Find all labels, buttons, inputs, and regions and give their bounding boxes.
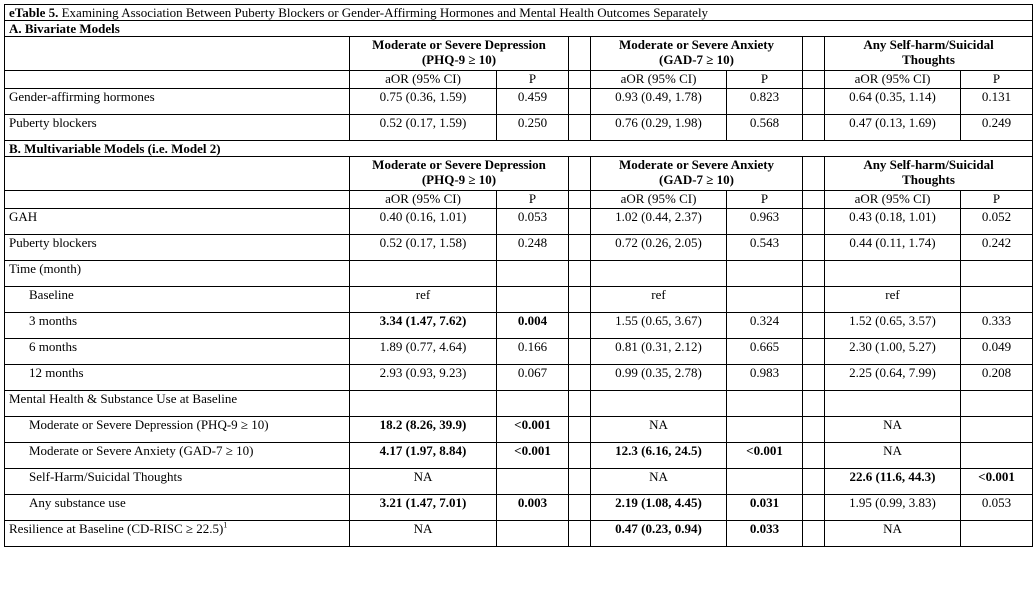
row-label-text: Resilience at Baseline (CD-RISC ≥ 22.5) — [9, 521, 224, 536]
spacer-cell — [569, 261, 591, 287]
aor-cell: NA — [825, 443, 961, 469]
anxiety-header: Moderate or Severe Anxiety (GAD-7 ≥ 10) — [591, 157, 803, 191]
p-value-cell: 0.242 — [961, 235, 1033, 261]
spacer-cell — [569, 287, 591, 313]
self-harm-header: Any Self-harm/Suicidal Thoughts — [825, 157, 1033, 191]
aor-cell: 1.95 (0.99, 3.83) — [825, 495, 961, 521]
depression-header: Moderate or Severe Depression (PHQ-9 ≥ 10) — [350, 37, 569, 71]
section-a-subheader-row — [5, 71, 1033, 89]
aor-cell: 0.47 (0.13, 1.69) — [825, 115, 961, 141]
p-value-cell: 0.568 — [727, 115, 803, 141]
p-value-cell: 0.208 — [961, 365, 1033, 391]
p-value-cell: 0.131 — [961, 89, 1033, 115]
row-label: 6 months — [5, 339, 350, 365]
section-b-title-row — [5, 141, 1033, 157]
table-title-row — [5, 5, 1033, 21]
p-value-cell — [497, 391, 569, 417]
aor-cell: NA — [350, 469, 497, 495]
p-value-cell: 0.823 — [727, 89, 803, 115]
spacer-cell — [803, 287, 825, 313]
aor-cell: 0.52 (0.17, 1.59) — [350, 115, 497, 141]
aor-cell: ref — [591, 287, 727, 313]
spacer-cell — [803, 115, 825, 141]
spacer-cell — [569, 191, 591, 209]
p-value-cell: 0.459 — [497, 89, 569, 115]
p-value-cell: 0.033 — [727, 521, 803, 547]
p-value-cell — [497, 469, 569, 495]
table-row — [5, 469, 1033, 495]
section-b-subheader-row — [5, 191, 1033, 209]
table-row — [5, 235, 1033, 261]
spacer-cell — [803, 391, 825, 417]
spacer-cell — [803, 235, 825, 261]
p-value-cell: <0.001 — [727, 443, 803, 469]
aor-cell: 0.76 (0.29, 1.98) — [591, 115, 727, 141]
table-row — [5, 209, 1033, 235]
p-value-cell — [727, 469, 803, 495]
spacer-cell — [569, 495, 591, 521]
p-value-cell — [961, 261, 1033, 287]
p-header: P — [497, 191, 569, 209]
spacer-cell — [803, 89, 825, 115]
aor-cell: 0.47 (0.23, 0.94) — [591, 521, 727, 547]
aor-cell — [825, 391, 961, 417]
table-row — [5, 261, 1033, 287]
p-header: P — [961, 71, 1033, 89]
spacer-cell — [569, 365, 591, 391]
p-value-cell: 0.003 — [497, 495, 569, 521]
aor-cell: 3.34 (1.47, 7.62) — [350, 313, 497, 339]
aor-cell: 0.52 (0.17, 1.58) — [350, 235, 497, 261]
spacer-cell — [803, 521, 825, 547]
subheader-blank — [5, 71, 350, 89]
aor-cell: 0.64 (0.35, 1.14) — [825, 89, 961, 115]
spacer-cell — [569, 521, 591, 547]
spacer-cell — [569, 313, 591, 339]
aor-cell: 12.3 (6.16, 24.5) — [591, 443, 727, 469]
aor-cell: NA — [591, 469, 727, 495]
aor-header: aOR (95% CI) — [825, 191, 961, 209]
spacer-cell — [569, 417, 591, 443]
spacer-cell — [569, 115, 591, 141]
table-title-text: Examining Association Between Puberty Blockers or Gender-Affirming Hormones and Mental Health Outcomes Separately — [58, 5, 709, 20]
spacer-cell — [569, 235, 591, 261]
aor-cell — [350, 261, 497, 287]
header-blank — [5, 37, 350, 71]
row-label: GAH — [5, 209, 350, 235]
p-value-cell: 0.249 — [961, 115, 1033, 141]
p-header: P — [497, 71, 569, 89]
aor-cell: 0.72 (0.26, 2.05) — [591, 235, 727, 261]
p-value-cell: 0.067 — [497, 365, 569, 391]
table-row — [5, 495, 1033, 521]
spacer-cell — [803, 71, 825, 89]
p-value-cell — [727, 261, 803, 287]
spacer-cell — [803, 191, 825, 209]
aor-cell: 3.21 (1.47, 7.01) — [350, 495, 497, 521]
p-value-cell: 0.166 — [497, 339, 569, 365]
subheader-blank — [5, 191, 350, 209]
spacer-cell — [803, 469, 825, 495]
row-label: Any substance use — [5, 495, 350, 521]
aor-cell — [591, 261, 727, 287]
table-row — [5, 115, 1033, 141]
aor-cell: NA — [825, 417, 961, 443]
spacer-cell — [803, 157, 825, 191]
p-value-cell — [727, 391, 803, 417]
row-label: Moderate or Severe Depression (PHQ-9 ≥ 10) — [5, 417, 350, 443]
spacer-cell — [569, 157, 591, 191]
aor-cell — [350, 391, 497, 417]
row-label: Gender-affirming hormones — [5, 89, 350, 115]
aor-header: aOR (95% CI) — [350, 71, 497, 89]
aor-cell: NA — [591, 417, 727, 443]
row-label: 12 months — [5, 365, 350, 391]
p-value-cell: 0.049 — [961, 339, 1033, 365]
p-header: P — [727, 191, 803, 209]
p-value-cell: 0.983 — [727, 365, 803, 391]
spacer-cell — [803, 495, 825, 521]
aor-cell: NA — [350, 521, 497, 547]
table-row — [5, 313, 1033, 339]
section-a-title: A. Bivariate Models — [5, 21, 1033, 37]
section-a-title-row — [5, 21, 1033, 37]
p-value-cell: 0.333 — [961, 313, 1033, 339]
section-a-header-row — [5, 37, 1033, 71]
aor-cell: 0.44 (0.11, 1.74) — [825, 235, 961, 261]
p-value-cell: 0.052 — [961, 209, 1033, 235]
p-value-cell: <0.001 — [961, 469, 1033, 495]
p-value-cell — [497, 287, 569, 313]
row-label: Puberty blockers — [5, 115, 350, 141]
depression-header: Moderate or Severe Depression (PHQ-9 ≥ 10) — [350, 157, 569, 191]
p-value-cell: 0.004 — [497, 313, 569, 339]
row-label — [5, 521, 350, 547]
p-value-cell — [497, 261, 569, 287]
spacer-cell — [569, 339, 591, 365]
spacer-cell — [569, 71, 591, 89]
self-harm-header: Any Self-harm/Suicidal Thoughts — [825, 37, 1033, 71]
row-label: Moderate or Severe Anxiety (GAD-7 ≥ 10) — [5, 443, 350, 469]
header-blank — [5, 157, 350, 191]
aor-header: aOR (95% CI) — [825, 71, 961, 89]
row-label: Puberty blockers — [5, 235, 350, 261]
anxiety-header: Moderate or Severe Anxiety (GAD-7 ≥ 10) — [591, 37, 803, 71]
aor-cell — [825, 261, 961, 287]
table-row — [5, 417, 1033, 443]
spacer-cell — [803, 365, 825, 391]
footnote-marker: 1 — [223, 520, 228, 530]
p-value-cell: <0.001 — [497, 443, 569, 469]
p-value-cell — [961, 521, 1033, 547]
aor-cell: 2.19 (1.08, 4.45) — [591, 495, 727, 521]
aor-cell: ref — [825, 287, 961, 313]
aor-cell: 1.52 (0.65, 3.57) — [825, 313, 961, 339]
aor-cell: 1.55 (0.65, 3.67) — [591, 313, 727, 339]
aor-cell: 2.25 (0.64, 7.99) — [825, 365, 961, 391]
table-title — [5, 5, 1033, 21]
spacer-cell — [569, 209, 591, 235]
table-row — [5, 339, 1033, 365]
spacer-cell — [569, 89, 591, 115]
table-row — [5, 287, 1033, 313]
p-value-cell: <0.001 — [497, 417, 569, 443]
p-value-cell: 0.053 — [961, 495, 1033, 521]
spacer-cell — [569, 443, 591, 469]
aor-cell: 1.02 (0.44, 2.37) — [591, 209, 727, 235]
aor-header: aOR (95% CI) — [591, 71, 727, 89]
aor-cell: 0.75 (0.36, 1.59) — [350, 89, 497, 115]
row-label: Time (month) — [5, 261, 350, 287]
spacer-cell — [803, 209, 825, 235]
spacer-cell — [803, 37, 825, 71]
p-value-cell: 0.665 — [727, 339, 803, 365]
p-value-cell — [961, 443, 1033, 469]
row-label: Mental Health & Substance Use at Baseline — [5, 391, 350, 417]
p-value-cell — [961, 417, 1033, 443]
aor-cell: 4.17 (1.97, 8.84) — [350, 443, 497, 469]
aor-cell: 0.43 (0.18, 1.01) — [825, 209, 961, 235]
p-value-cell: 0.543 — [727, 235, 803, 261]
spacer-cell — [803, 443, 825, 469]
row-label: 3 months — [5, 313, 350, 339]
p-header: P — [727, 71, 803, 89]
p-value-cell: 0.963 — [727, 209, 803, 235]
table-title-label: eTable 5. — [9, 5, 59, 20]
aor-cell: 0.40 (0.16, 1.01) — [350, 209, 497, 235]
spacer-cell — [803, 261, 825, 287]
aor-cell: 18.2 (8.26, 39.9) — [350, 417, 497, 443]
table-row — [5, 443, 1033, 469]
section-b-title: B. Multivariable Models (i.e. Model 2) — [5, 141, 1033, 157]
spacer-cell — [803, 313, 825, 339]
table-row — [5, 391, 1033, 417]
p-value-cell — [961, 391, 1033, 417]
p-header: P — [961, 191, 1033, 209]
aor-cell: 2.93 (0.93, 9.23) — [350, 365, 497, 391]
p-value-cell — [727, 417, 803, 443]
aor-cell — [591, 391, 727, 417]
spacer-cell — [803, 417, 825, 443]
p-value-cell: 0.250 — [497, 115, 569, 141]
p-value-cell — [497, 521, 569, 547]
table-row — [5, 89, 1033, 115]
spacer-cell — [569, 391, 591, 417]
aor-header: aOR (95% CI) — [350, 191, 497, 209]
spacer-cell — [569, 37, 591, 71]
aor-cell: 22.6 (11.6, 44.3) — [825, 469, 961, 495]
spacer-cell — [803, 339, 825, 365]
row-label: Baseline — [5, 287, 350, 313]
section-b-header-row — [5, 157, 1033, 191]
aor-cell: 0.81 (0.31, 2.12) — [591, 339, 727, 365]
spacer-cell — [569, 469, 591, 495]
aor-cell: 1.89 (0.77, 4.64) — [350, 339, 497, 365]
p-value-cell — [727, 287, 803, 313]
p-value-cell: 0.053 — [497, 209, 569, 235]
table-row — [5, 521, 1033, 547]
aor-cell: 2.30 (1.00, 5.27) — [825, 339, 961, 365]
aor-cell: 0.93 (0.49, 1.78) — [591, 89, 727, 115]
aor-cell: ref — [350, 287, 497, 313]
p-value-cell: 0.324 — [727, 313, 803, 339]
p-value-cell: 0.031 — [727, 495, 803, 521]
etable-5 — [4, 4, 1033, 547]
aor-header: aOR (95% CI) — [591, 191, 727, 209]
aor-cell: NA — [825, 521, 961, 547]
row-label: Self-Harm/Suicidal Thoughts — [5, 469, 350, 495]
p-value-cell — [961, 287, 1033, 313]
aor-cell: 0.99 (0.35, 2.78) — [591, 365, 727, 391]
p-value-cell: 0.248 — [497, 235, 569, 261]
table-row — [5, 365, 1033, 391]
